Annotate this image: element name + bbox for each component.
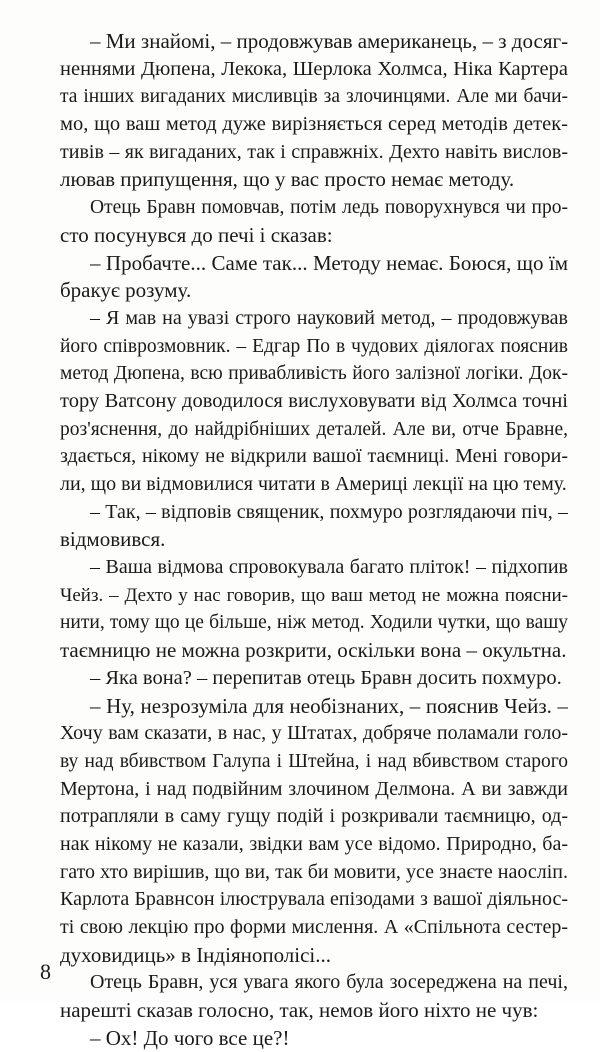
text-line: Мертона, і над подвійним злочином Делмона. А ви завжди: [60, 777, 568, 800]
text-line: таємницю не можна розкрити, оскільки вона – окультна.: [60, 638, 567, 663]
text-line: Отець Бравн, уся увага якого була зосереджена на печі,: [90, 971, 568, 994]
text-line: відмовився.: [60, 527, 166, 552]
text-line: ті свою лекцію про форми мислення. А «Спільнота сестер-: [60, 916, 568, 938]
text-line: сто посунувся до печі і сказав:: [60, 222, 333, 247]
text-line: його співрозмовник. – Едгар По в чудових діялогах пояснив: [60, 335, 568, 357]
text-line: нак нікому не казали, звідки вам усе відомо. Природно, ба-: [60, 832, 568, 855]
text-line: тивів – як вигаданих, так і справжніх. Дехто навіть вислов-: [60, 140, 568, 163]
text-line: – Ми знайомі, – продовжував американець, – з досяг-: [90, 29, 568, 53]
text-line: – Пробачте... Саме так... Методу немає. Боюся, що їм: [90, 250, 568, 275]
text-line: тору Ватсону доводилося вислуховувати від Холмса точні: [60, 389, 568, 412]
text-line: – Ваша відмова спровокувала багато пліток! – підхопив: [90, 556, 568, 579]
text-line: Отець Бравн помовчав, потім ледь поворухнувся чи про-: [90, 197, 568, 219]
text-line: – Так, – відповів священик, похмуро розглядаючи піч, –: [90, 500, 568, 523]
text-line: – Я мав на увазі строго науковий метод, – продовжував: [90, 306, 568, 329]
text-line: мо, що ваш метод дуже вирізняється серед методів детек-: [60, 113, 568, 136]
text-line: Карлота Бравнсон ілюструвала епізодами з вашої діяльнос-: [60, 888, 568, 911]
text-line: Чейз. – Дехто у нас говорив, що ваш метод не можна поясни-: [60, 584, 568, 606]
page-number: 8: [40, 959, 51, 984]
text-line: роз'яснення, до найдрібніших деталей. Але ви, отче Бравне,: [60, 418, 568, 440]
text-line: нарешті сказав голосно, так, немов його ніхто не чув:: [60, 998, 539, 1023]
text-line: здається, нікому не відкрили вашої таємниці. Мені говори-: [60, 445, 568, 468]
text-line: гато хто вирішив, що ви, так би мовити, усе знаєте наосліп.: [60, 860, 568, 883]
text-line: метод Дюпена, всю привабливість його залізної логіки. Док-: [60, 363, 568, 385]
text-line: бракує розуму.: [60, 278, 192, 303]
text-line: та інших вигаданих мисливців за злочинцями. Але ми бачи-: [60, 86, 568, 108]
text-line: духовидиць» в Індіянополісі...: [60, 942, 332, 967]
text-line: нити, тому що це більше, ніж метод. Ходили чутки, що вашу: [60, 612, 568, 634]
text-line: Хочу вам сказати, в нас, у Штатах, добряче поламали голо-: [60, 722, 568, 745]
text-line: ли, що ви відмовилися читати в Америці лекції на цю тему.: [60, 473, 567, 495]
text-line: ву над вбивством Галупа і Штейна, і над вбивством старого: [60, 750, 568, 772]
page-text: [60, 28, 568, 1052]
text-line: неннями Дюпена, Лекока, Шерлока Холмса, Ніка Картера: [60, 57, 568, 80]
text-line: – Яка вона? – перепитав отець Бравн досить похмуро.: [90, 666, 562, 689]
text-line: потрапляли в саму гущу подій і розкривали таємницю, од-: [60, 805, 568, 828]
text-line: – Ну, незрозуміла для необізнаних, – пояснив Чейз. –: [90, 693, 568, 718]
text-line: – Ох! До чого все це?!: [90, 1025, 290, 1050]
text-line: лював припущення, що у вас просто немає методу.: [60, 167, 515, 192]
